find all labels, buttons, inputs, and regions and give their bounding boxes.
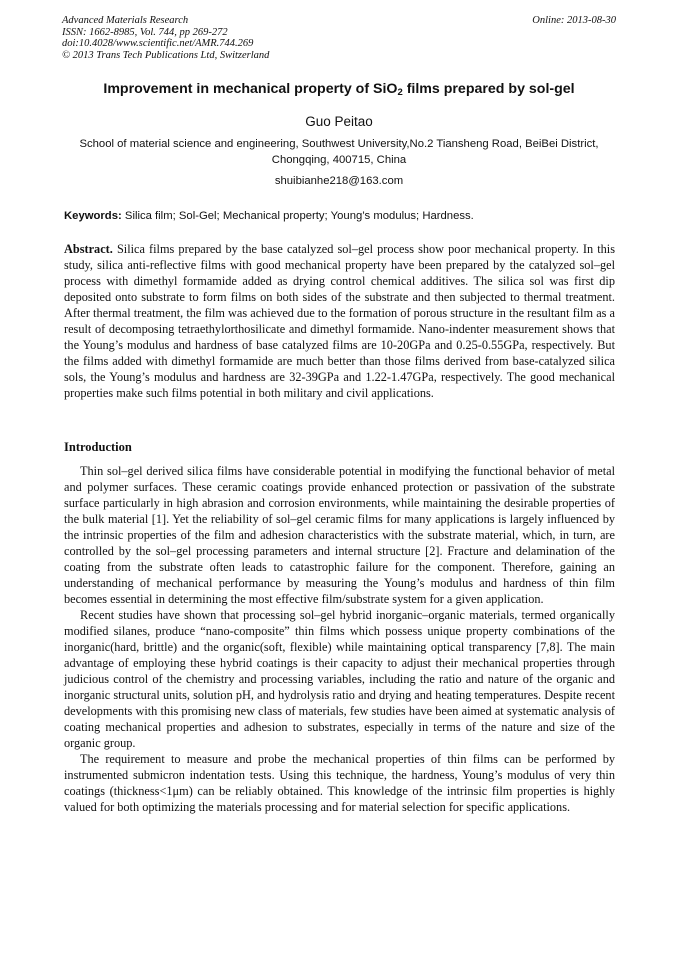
- abstract: [64, 241, 615, 401]
- title-subscript: 2: [397, 87, 403, 98]
- title-text-start: Improvement in mechanical property of SiO: [103, 81, 398, 97]
- keywords-text: Silica film; Sol-Gel; Mechanical property; Young’s modulus; Hardness.: [121, 210, 474, 222]
- title-text-end: films prepared by sol-gel: [402, 81, 575, 97]
- journal-name: Advanced Materials Research: [62, 15, 189, 26]
- copyright-line: © 2013 Trans Tech Publications Ltd, Switzerland: [62, 49, 270, 61]
- paper-title: [40, 80, 638, 102]
- introduction-paragraph: The requirement to measure and probe the mechanical properties of thin films can be performed by instrumented submicron indentation tests. Using this technique, the hardness, Young’s modulus of very thin coatings (thickness<1μm) can be reliably obtained. This knowledge of the intrinsic film properties is highly valued for both optimizing the materials processing and for material selection for specific applications.: [64, 752, 615, 814]
- introduction-paragraph: Thin sol–gel derived silica films have considerable potential in modifying the functional behavior of metal and polymer surfaces. These ceramic coatings provide enhanced protection or passivation of the substrate surface particularly in high abrasion and corrosion environments, while maintaining the desirable properties of the bulk material [1]. Yet the reliability of sol–gel ceramic films for many applications is largely influenced by the intrinsic properties of the film and adhesion characteristics with the substrate material, which, in turn, are controlled by the sol–gel processing parameters and internal structure [2]. Fracture and delamination of the coating from the substrate often leads to catastrophic failure for the component. Therefore, gaining an understanding of mechanical performance by measuring the Young’s modulus and hardness of thin film becomes essential in determining the most effective film/substrate system for a given application.: [64, 464, 615, 606]
- author-affiliation: School of material science and engineering, Southwest University,No.2 Tiansheng Road, BeiBei District, Chongqing, 400715, China: [79, 138, 599, 166]
- author-email: shuibianhe218@163.com: [274, 175, 404, 187]
- introduction-body: [64, 463, 615, 815]
- keywords-label: Keywords:: [64, 210, 122, 222]
- abstract-text: Silica films prepared by the base catalyzed sol–gel process show poor mechanical property. In this study, silica anti-reflective films with good mechanical property have been prepared by the catalyzed sol–gel process with dimethyl formamide added as drying control chemical additives. The silica sol was first dip deposited onto substrate to form films on both sides of the substrate and then subjected to thermal treatment. After thermal treatment, the film was achieved due to the formation of porous structure in the resultant film as a result of decomposing tetraethylorthosilicate and dimethyl formamide. Nano-indenter measurement shows that the Young’s modulus and hardness of base catalyzed films are 10-20GPa and 0.25-0.55GPa, respectively. But the films added with dimethyl formamide are much better than those films derived from base-catalyzed silica sols, the Young’s modulus and hardness are 32-39GPa and 1.22-1.47GPa, respectively. The good mechanical properties make such films potential in both military and civil applications.: [64, 242, 615, 400]
- issn-line: ISSN: 1662-8985, Vol. 744, pp 269-272: [62, 26, 228, 38]
- keywords: [64, 209, 616, 224]
- section-heading-introduction: Introduction: [64, 440, 132, 454]
- online-date: Online: 2013-08-30: [532, 15, 616, 26]
- journal-header: [62, 15, 616, 61]
- introduction-paragraph: Recent studies have shown that processing sol–gel hybrid inorganic–organic materials, termed organically modified silanes, produce “nano-composite” thin films which possess unique property combinations of the inorganic(hard, brittle) and the organic(soft, flexible) while maintaining optical transparency [7,8]. The main advantage of employing these hybrid coatings is their capacity to adjust their mechanical properties through judicious control of the chemistry and processing variables, including the ratio and nature of the organic and inorganic structural units, solution pH, and hydrolysis ratio and drying and heating temperatures. Despite recent developments with this promising new class of materials, few studies have been aimed at systematic analysis of coating mechanical properties and adhesion to substrates, especially in terms of the nature and size of the organic group.: [64, 608, 615, 750]
- abstract-label: Abstract.: [64, 242, 113, 256]
- author-name: Guo Peitao: [305, 114, 373, 129]
- doi-line: doi:10.4028/www.scientific.net/AMR.744.269: [62, 38, 254, 49]
